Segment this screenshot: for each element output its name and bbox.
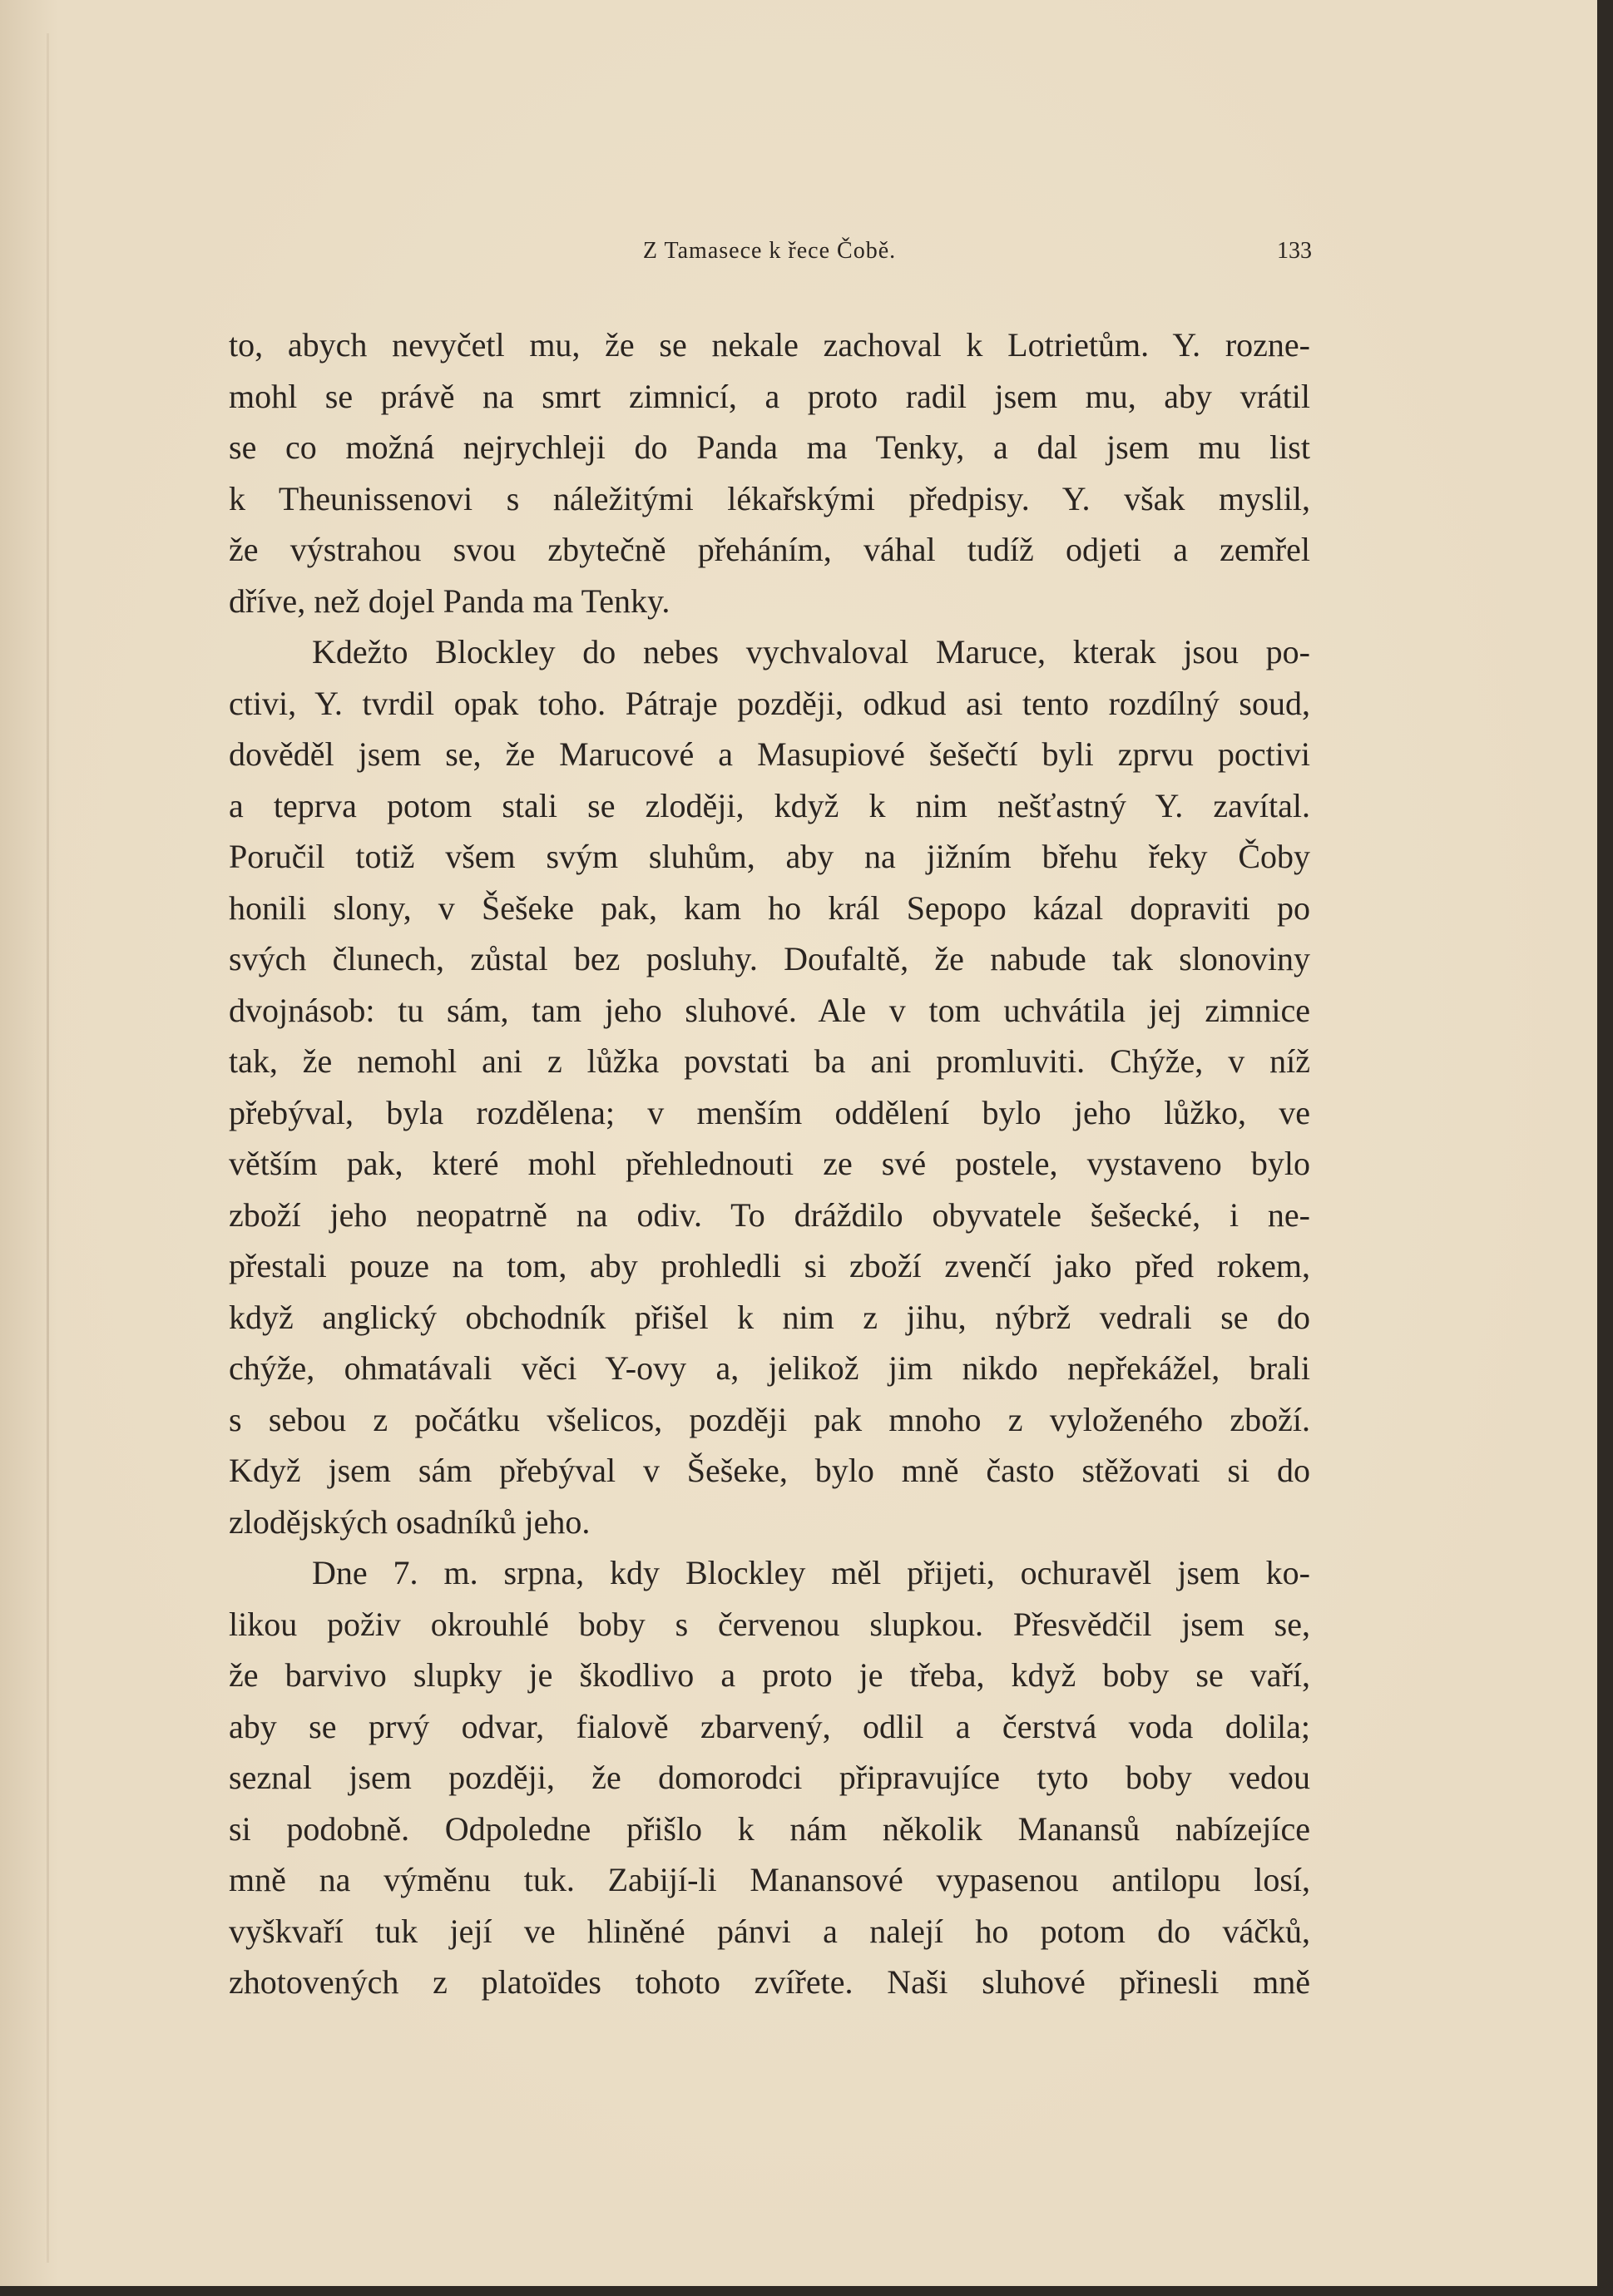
text-line: Kdežto Blockley do nebes vychvaloval Maruce, kterak jsou po- <box>312 633 1310 670</box>
text-line: to, abych nevyčetl mu, že se nekale zachoval k Lotrietům. Y. rozne- <box>229 326 1310 364</box>
body-text <box>229 319 1310 2008</box>
page-number: 133 <box>1277 238 1312 264</box>
text-line: zhotovených z platoïdes tohoto zvířete. Naši sluhové přinesli mně <box>229 1963 1310 2001</box>
text-line: likou poživ okrouhlé boby s červenou slupkou. Přesvědčil jsem se, <box>229 1605 1310 1643</box>
text-line: dříve, než dojel Panda ma Tenky. <box>229 581 670 620</box>
text-line: aby se prvý odvar, fialově zbarvený, odlil a čerstvá voda dolila; <box>229 1707 1310 1745</box>
scan-edge-bottom <box>0 2286 1613 2296</box>
text-line: si podobně. Odpoledne přišlo k nám několik Manansů nabízejíce <box>229 1809 1310 1848</box>
text-line: seznal jsem později, že domorodci připravujíce tyto boby vedou <box>229 1759 1310 1796</box>
text-line: přebýval, byla rozdělena; v menším oddělení bylo jeho lůžko, ve <box>229 1093 1310 1131</box>
text-line: že barvivo slupky je škodlivo a proto je třeba, když boby se vaří, <box>229 1656 1310 1694</box>
text-line: zboží jeho neopatrně na odiv. To dráždilo obyvatele šešecké, i ne- <box>229 1195 1310 1234</box>
text-line: s sebou z počátku všelicos, později pak mnoho z vyloženého zboží. <box>229 1400 1310 1438</box>
text-line: že výstrahou svou zbytečně přeháním, váhal tudíž odjeti a zemřel <box>229 531 1310 568</box>
text-line: honili slony, v Šešeke pak, kam ho král Sepopo kázal dopraviti po <box>229 888 1310 927</box>
text-line: přestali pouze na tom, aby prohledli si zboží zvenčí jako před rokem, <box>229 1247 1310 1284</box>
text-line: mně na výměnu tuk. Zabijí-li Manansové vypasenou antilopu losí, <box>229 1861 1310 1898</box>
text-line: chýže, ohmatávali věci Y-ovy a, jelikož jim nikdo nepřekážel, brali <box>229 1349 1310 1387</box>
text-line: dověděl jsem se, že Marucové a Masupiové šešečtí byli zprvu poctivi <box>229 735 1310 773</box>
text-line: tak, že nemohl ani z lůžka povstati ba ani promluviti. Chýže, v níž <box>229 1042 1310 1080</box>
running-title: Z Tamasece k řece Čobě. <box>642 238 897 264</box>
text-line: a teprva potom stali se zloději, když k nim nešťastný Y. zavítal. <box>229 786 1310 824</box>
text-line: větším pak, které mohl přehlednouti ze své postele, vystaveno bylo <box>229 1145 1310 1182</box>
scan-edge-right <box>1597 0 1613 2296</box>
text-line: ctivi, Y. tvrdil opak toho. Pátraje později, odkud asi tento rozdílný soud, <box>229 684 1310 722</box>
text-line: svých člunech, zůstal bez posluhy. Doufaltě, že nabude tak slonoviny <box>229 940 1310 977</box>
text-line: když anglický obchodník přišel k nim z jihu, nýbrž vedrali se do <box>229 1298 1310 1336</box>
text-line: k Theunissenovi s náležitými lékařskými předpisy. Y. však myslil, <box>229 479 1310 517</box>
text-line: mohl se právě na smrt zimnicí, a proto radil jsem mu, aby vrátil <box>229 377 1310 415</box>
page-header <box>229 235 1310 268</box>
text-line: Když jsem sám přebýval v Šešeke, bylo mně často stěžovati si do <box>229 1452 1310 1489</box>
binding-gutter <box>47 33 49 2263</box>
text-line: vyškvaří tuk její ve hliněné pánvi a nalejí ho potom do váčků, <box>229 1912 1310 1950</box>
text-line: se co možná nejrychleji do Panda ma Tenky, a dal jsem mu list <box>229 428 1310 466</box>
text-line: dvojnásob: tu sám, tam jeho sluhové. Ale v tom uchvátila jej zimnice <box>229 991 1310 1029</box>
text-line: Dne 7. m. srpna, kdy Blockley měl přijeti, ochuravěl jsem ko- <box>312 1554 1310 1591</box>
text-line: Poručil totiž všem svým sluhům, aby na jižním břehu řeky Čoby <box>229 838 1310 875</box>
text-line: zlodějských osadníků jeho. <box>229 1502 591 1541</box>
